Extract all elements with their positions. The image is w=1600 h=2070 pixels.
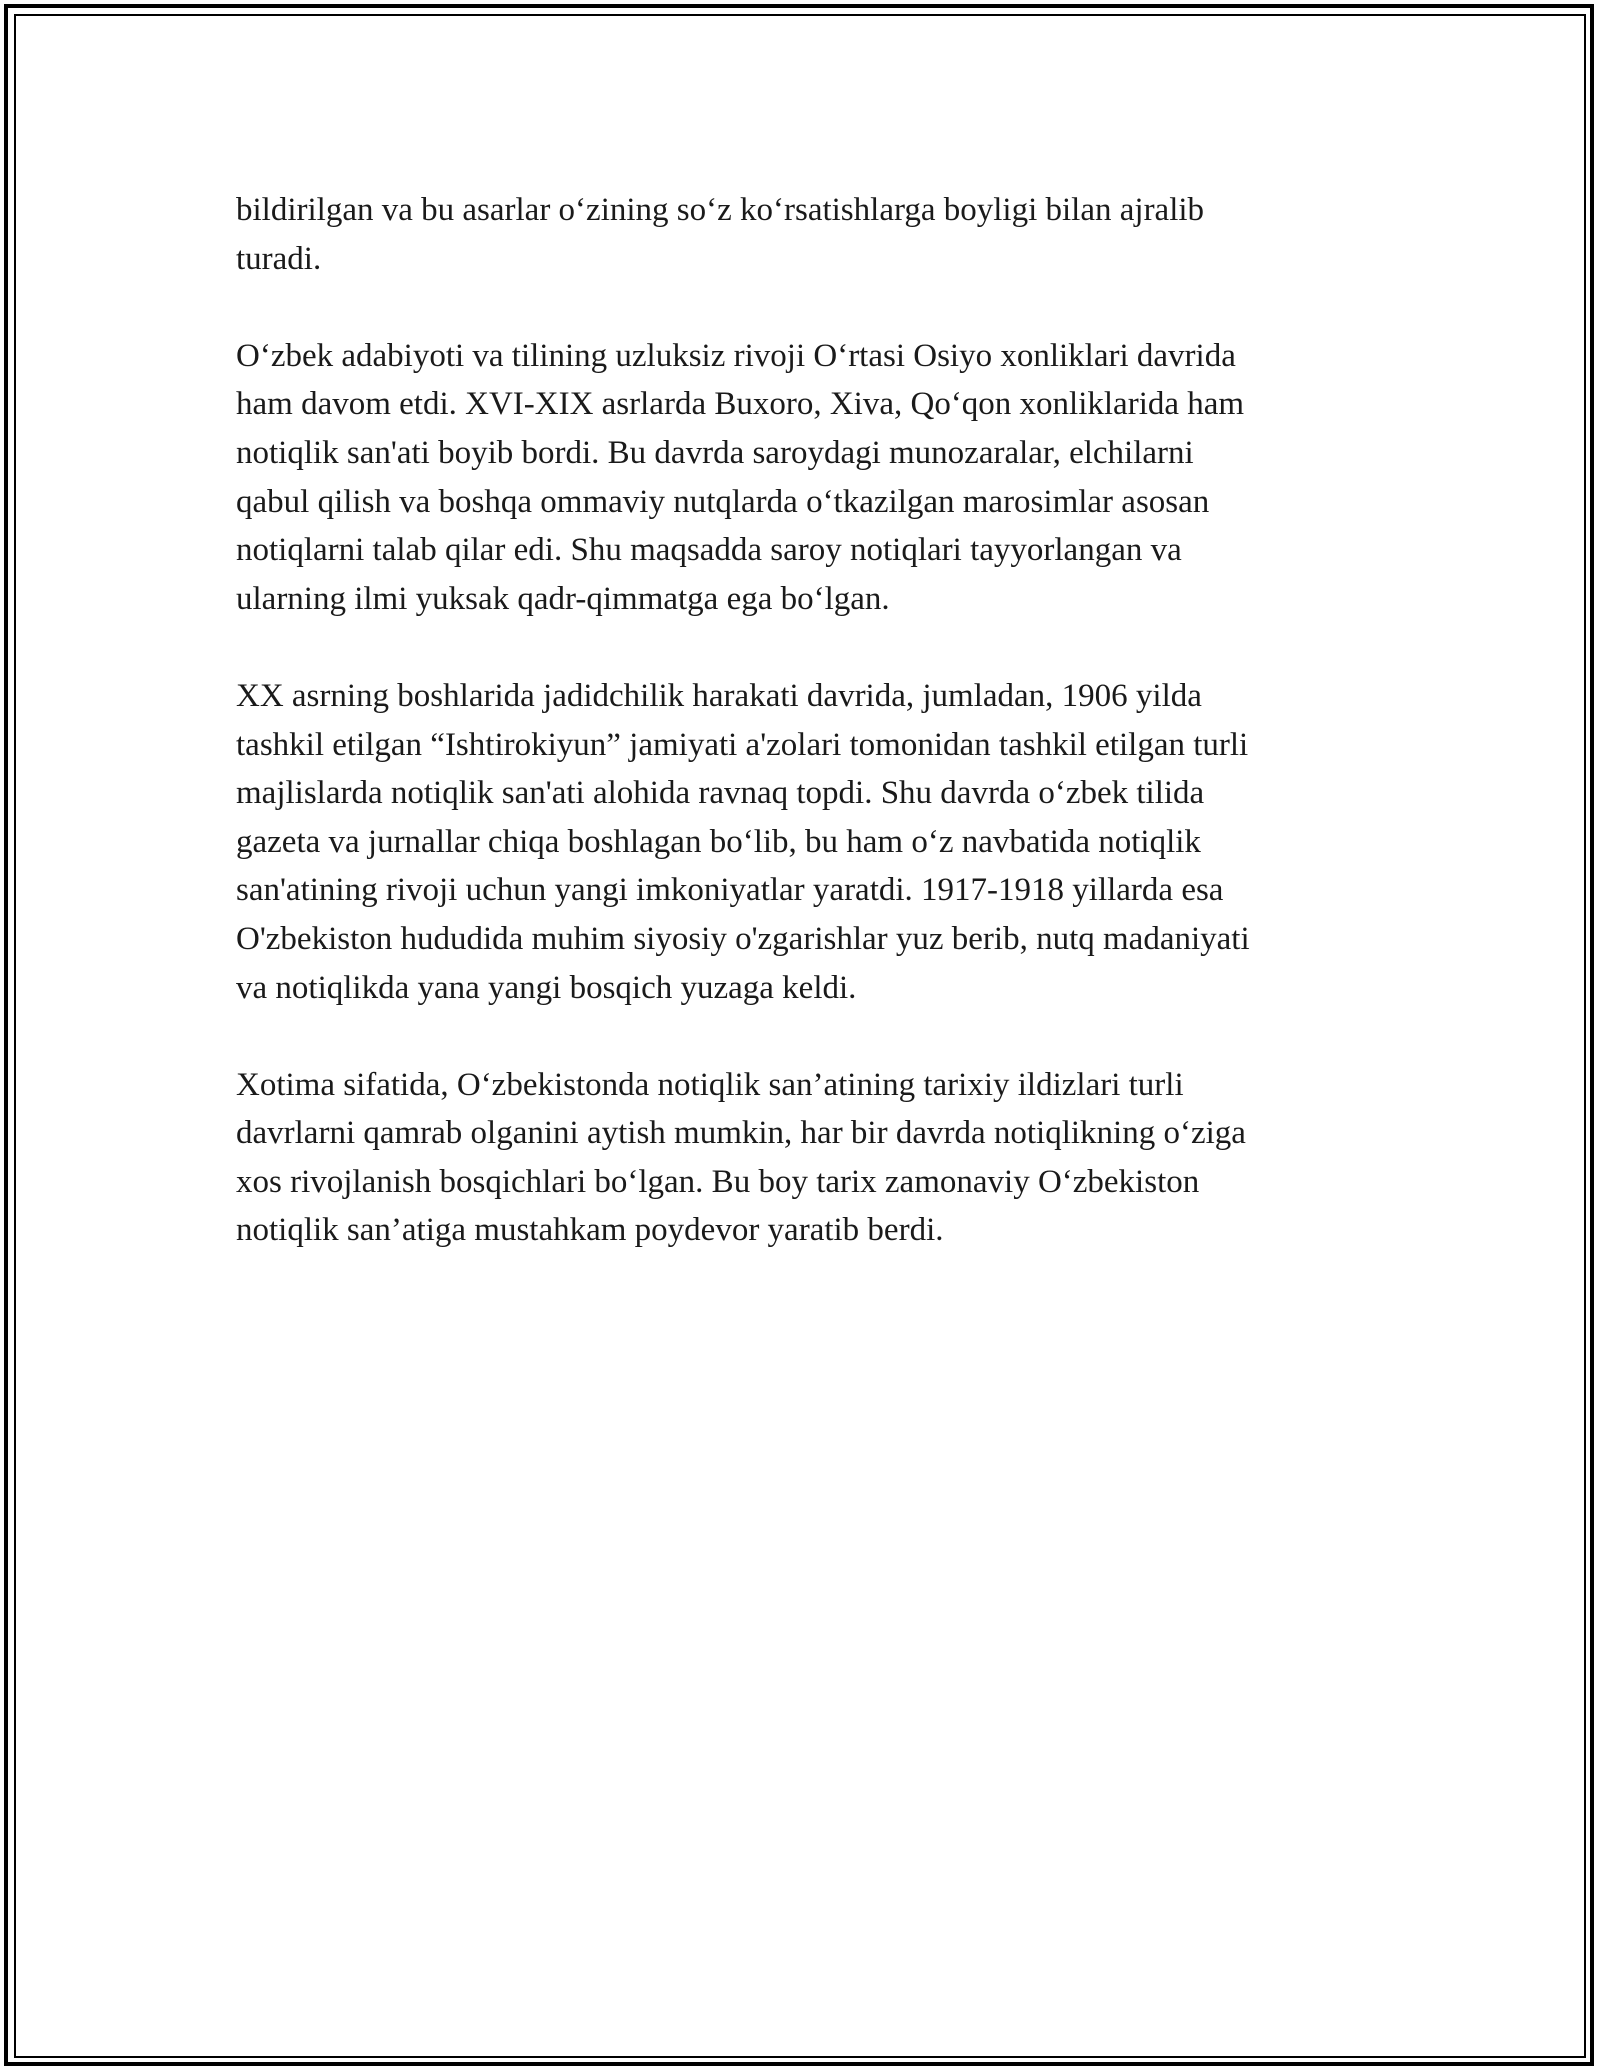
paragraph-continuation: bildirilgan va bu asarlar o‘zining so‘z ko‘rsatishlarga boyligi bilan ajralib turadi. [236,192,1205,277]
paragraph-jadidism: XX asrning boshlarida jadidchilik harakati davrida, jumladan, 1906 yilda tashkil etilgan “Ishtirokiyun” jamiyati a'zolari tomonidan tashkil etilgan turli majlislarda notiqlik san'ati alohida ravnaq topdi. Shu davrda o‘zbek tilida gazeta va jurnallar chiqa boshlagan bo‘lib, bu ham o‘z navbatida notiqlik san'atining rivoji uchun yangi imkoniyatlar yaratdi. 1917-1918 yillarda esa O'zbekiston hududida muhim siyosiy o'zgarishlar yuz berib, nutq madaniyati va notiqlikda yana yangi bosqich yuzaga keldi. [236,677,1250,1006]
page-content [236,186,1366,1304]
paragraph-khanates: O‘zbek adabiyoti va tilining uzluksiz rivoji O‘rtasi Osiyo xonliklari davrida ham davom etdi. XVI-XIX asrlarda Buxoro, Xiva, Qo‘qon xonliklarida ham notiqlik san'ati boyib bordi. Bu davrda saroydagi munozaralar, elchilarni qabul qilish va boshqa ommaviy nutqlarda o‘tkazilgan marosimlar asosan notiqlarni talab qilar edi. Shu maqsadda saroy notiqlari tayyorlangan va ularning ilmi yuksak qadr-qimmatga ega bo‘lgan. [236,337,1245,617]
paragraph-conclusion: Xotima sifatida, O‘zbekistonda notiqlik san’atining tarixiy ildizlari turli davrlarni qamrab olganini aytish mumkin, har bir davrda notiqlikning o‘ziga xos rivojlanish bosqichlari bo‘lgan. Bu boy tarix zamonaviy O‘zbekiston notiqlik san’atiga mustahkam poydevor yaratib berdi. [236,1066,1246,1249]
